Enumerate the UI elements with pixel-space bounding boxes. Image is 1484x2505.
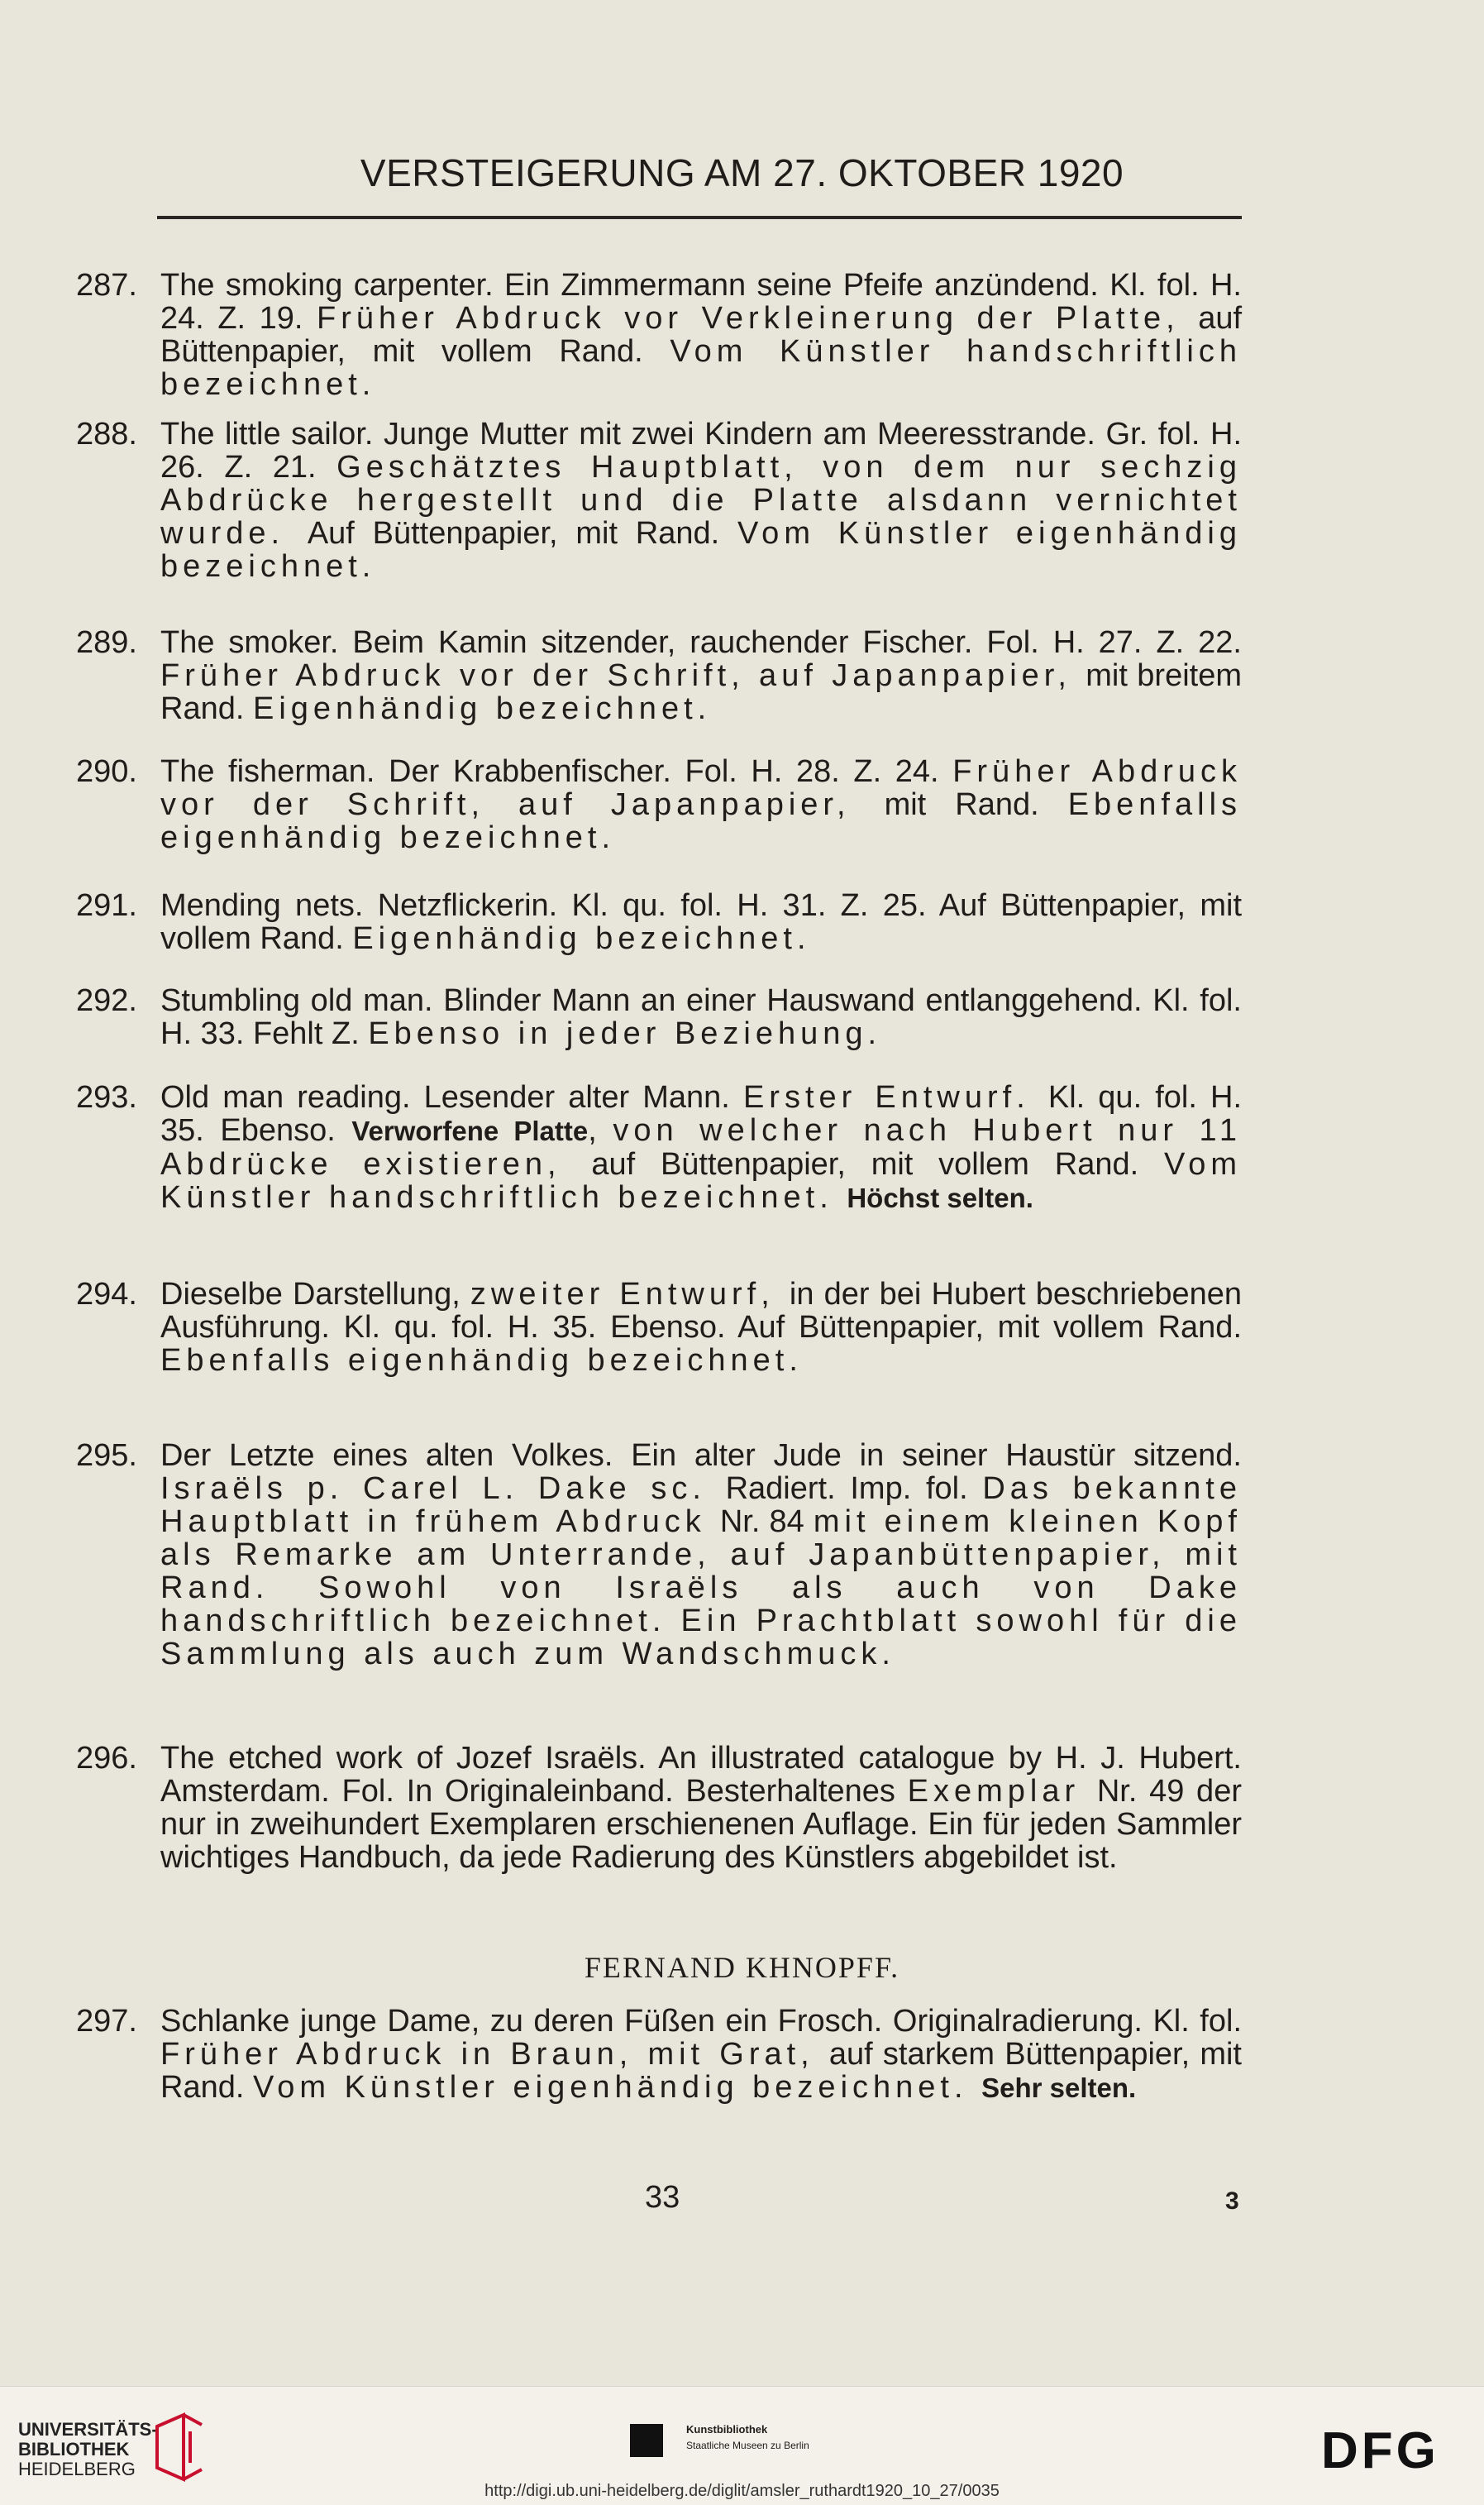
entry-text-run: auf Büttenpapier, mit vollem Rand. xyxy=(160,301,1243,369)
entry-number: 287. xyxy=(76,268,137,303)
entry-text xyxy=(160,889,1242,955)
entry-text-run: Nr. 84 xyxy=(719,1504,814,1539)
entry-text-run: Kl. qu. fol. H. 35. Ebenso. xyxy=(160,1080,1243,1148)
entry-text-run: auf Büttenpapier, mit vollem Rand. xyxy=(591,1147,1164,1182)
entry-text xyxy=(160,2005,1242,2105)
spaced-text: Ebenfalls eigenhändig bezeichnet. xyxy=(160,787,1243,855)
entry-text xyxy=(160,269,1242,401)
university-logo-icon[interactable] xyxy=(150,2410,208,2484)
entry-number: 295. xyxy=(76,1438,137,1473)
entry-number: 291. xyxy=(76,888,137,923)
spaced-text: Ebenfalls eigenhändig bezeichnet. xyxy=(160,1343,803,1378)
entry-text-run: , xyxy=(588,1113,613,1148)
spaced-text: Früher Abdruck vor Verkleinerung der Platte, xyxy=(317,301,1199,336)
spaced-text: Früher Abdruck vor der Schrift, auf Japanpapier, xyxy=(160,754,1242,822)
emphasis-text: Verworfene Platte xyxy=(351,1116,589,1146)
entry-text-run: The smoker. Beim Kamin sitzender, rauchender Fischer. Fol. H. 27. Z. 22. xyxy=(160,625,1242,660)
spaced-text: Israëls p. Carel L. Dake sc. xyxy=(160,1471,726,1506)
spaced-text: Geschätztes Hauptblatt, von dem nur sechzig Abdrücke hergestellt und die Platte alsdann vernichtet wurde. xyxy=(160,450,1242,551)
entry-text-run: The smoking carpenter. Ein Zimmermann seine Pfeife anzündend. Kl. fol. H. 24. Z. 19. xyxy=(160,268,1242,336)
entry-number: 296. xyxy=(76,1741,137,1776)
signature-mark: 3 xyxy=(1225,2187,1239,2215)
entry-text-run: Mending nets. Netzflickerin. Kl. qu. fol. H. 31. Z. 25. Auf Büttenpapier, mit vollem Rand. xyxy=(160,888,1242,956)
entry-number: 292. xyxy=(76,983,137,1018)
artist-heading: FERNAND KHNOPFF. xyxy=(584,1951,900,1984)
entry-text xyxy=(160,984,1242,1050)
entry-number: 290. xyxy=(76,754,137,789)
entry-294 xyxy=(76,1278,1242,1377)
page-number: 33 xyxy=(645,2180,680,2215)
entry-text-run: Auf Büttenpapier, mit Rand. xyxy=(307,516,737,551)
entry-296 xyxy=(76,1742,1242,1874)
uni-line-1: UNIVERSITÄTS- xyxy=(18,2419,158,2440)
entry-text-run: Schlanke junge Dame, zu deren Füßen ein Frosch. Originalradierung. Kl. fol. xyxy=(160,2004,1242,2039)
kunstbibliothek-subtitle: Staatliche Museen zu Berlin xyxy=(686,2440,809,2451)
entry-number: 289. xyxy=(76,625,137,660)
spaced-text: zweiter Entwurf, xyxy=(470,1277,790,1312)
entry-number: 288. xyxy=(76,417,137,452)
entry-text-run: Old man reading. Lesender alter Mann. xyxy=(160,1080,743,1115)
entry-number: 297. xyxy=(76,2004,137,2039)
entry-290 xyxy=(76,755,1242,854)
entry-text-run: Dieselbe Darstellung, xyxy=(160,1277,470,1312)
entry-text-run: Nr. 49 der nur in zweihundert Exemplaren erschienenen Auflage. Ein für jeden Sammler wichtiges Handbuch, da jede Radierung des Künstlers abgebildet ist. xyxy=(160,1774,1242,1875)
entry-297 xyxy=(76,2005,1242,2105)
entry-295 xyxy=(76,1439,1242,1671)
entry-text xyxy=(160,1278,1242,1377)
dfg-logo[interactable]: DFG xyxy=(1321,2422,1439,2479)
spaced-text: Ebenso in jeder Beziehung. xyxy=(368,1016,882,1051)
source-url-link[interactable]: http://digi.ub.uni-heidelberg.de/diglit/amsler_ruthardt1920_10_27/0035 xyxy=(484,2482,1000,2500)
spaced-text: Früher Abdruck in Braun, mit Grat, xyxy=(160,2037,829,2072)
spaced-text: Vom Künstler handschriftlich bezeichnet. xyxy=(160,1147,1242,1215)
entry-288 xyxy=(76,418,1242,583)
entry-text xyxy=(160,1742,1242,1874)
header-rule xyxy=(157,216,1242,219)
entry-text-run: Radiert. Imp. fol. xyxy=(725,1471,983,1506)
entry-text xyxy=(160,1081,1242,1215)
entry-number: 294. xyxy=(76,1277,137,1312)
entry-text-run: The little sailor. Junge Mutter mit zwei Kindern am Meeresstrande. Gr. fol. H. 26. Z. 21. xyxy=(160,417,1242,485)
page-header: VERSTEIGERUNG AM 27. OKTOBER 1920 xyxy=(360,151,1124,194)
entry-text xyxy=(160,418,1242,583)
spaced-text: Das bekannte Hauptblatt in frühem Abdruck xyxy=(160,1471,1242,1539)
entry-text-run: Stumbling old man. Blinder Mann an einer Hauswand entlanggehend. Kl. fol. H. 33. Fehlt Z. xyxy=(160,983,1242,1051)
university-library-name[interactable] xyxy=(18,2420,158,2479)
entry-text xyxy=(160,1439,1242,1671)
entry-text-run: auf starkem Büttenpapier, mit Rand. xyxy=(160,2037,1242,2105)
spaced-text: von welcher nach Hubert nur 11 Abdrücke existieren, xyxy=(160,1113,1242,1182)
spaced-text: Exemplar xyxy=(907,1774,1097,1809)
spaced-text: Eigenhändig bezeichnet. xyxy=(252,691,712,726)
entry-text-run: mit Rand. xyxy=(884,787,1068,822)
spaced-text: Eigenhändig bezeichnet. xyxy=(352,921,811,956)
entry-289 xyxy=(76,626,1242,725)
uni-line-2: BIBLIOTHEK xyxy=(18,2439,130,2460)
entry-text xyxy=(160,626,1242,725)
footer-bar xyxy=(0,2386,1484,2505)
entry-text-run: The etched work of Jozef Israëls. An illustrated catalogue by H. J. Hubert. Amsterdam. Fol. In Originaleinband. Besterhaltenes xyxy=(160,1741,1242,1809)
entry-text xyxy=(160,755,1242,854)
entry-291 xyxy=(76,889,1242,955)
uni-line-3: HEIDELBERG xyxy=(18,2459,136,2479)
entry-293 xyxy=(76,1081,1242,1215)
spaced-text: mit einem kleinen Kopf als Remarke am Unterrande, auf Japanbüttenpapier, mit Rand. Sowohl von Israëls als auch von Dake handschriftlich bezeichnet. Ein Prachtblatt sowohl für die Sammlung als auch zum Wandschmuck. xyxy=(160,1504,1242,1671)
entry-text-run: mit breitem Rand. xyxy=(160,658,1243,726)
entry-292 xyxy=(76,984,1242,1050)
entry-number: 293. xyxy=(76,1080,137,1115)
spaced-text: Früher Abdruck vor der Schrift, auf Japanpapier, xyxy=(160,658,1086,693)
spaced-text: Vom Künstler eigenhändig bezeichnet. xyxy=(252,2070,982,2105)
kunstbibliothek-name: Kunstbibliothek xyxy=(686,2423,768,2436)
entry-287 xyxy=(76,269,1242,401)
entry-text-run: Der Letzte eines alten Volkes. Ein alter Jude in seiner Haustür sitzend. xyxy=(160,1438,1242,1473)
emphasis-text: Sehr selten. xyxy=(981,2072,1137,2103)
kunstbibliothek-logo-icon[interactable] xyxy=(630,2424,663,2457)
spaced-text: Vom Künstler handschriftlich bezeichnet. xyxy=(160,334,1242,402)
spaced-text: Vom Künstler eigenhändig bezeichnet. xyxy=(160,516,1242,584)
emphasis-text: Höchst selten. xyxy=(847,1183,1033,1213)
entry-text-run: The fisherman. Der Krabbenfischer. Fol. H. 28. Z. 24. xyxy=(160,754,953,789)
entry-text-run: in der bei Hubert beschriebenen Ausführung. Kl. qu. fol. H. 35. Ebenso. Auf Büttenpapier, mit vollem Rand. xyxy=(160,1277,1242,1345)
spaced-text: Erster Entwurf. xyxy=(742,1080,1048,1115)
